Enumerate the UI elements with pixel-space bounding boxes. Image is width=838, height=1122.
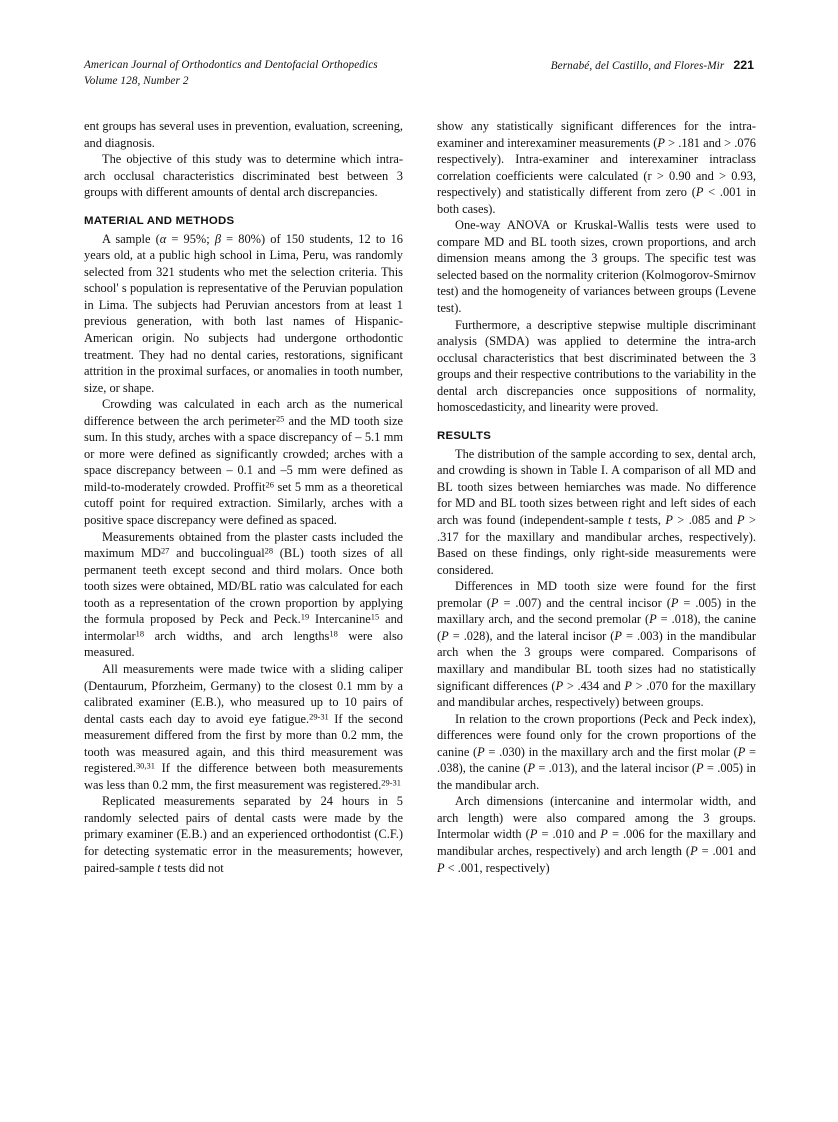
italic-p-value: P xyxy=(665,513,673,528)
text-run: = .028), and the lateral incisor ( xyxy=(448,628,615,643)
italic-p-value: P xyxy=(624,678,632,693)
citation-ref: 27 xyxy=(160,545,170,556)
text-run: and intermolar xyxy=(84,612,403,643)
running-head-journal xyxy=(84,58,378,89)
paragraph-smda: Furthermore, a descriptive stepwise multiple discriminant analysis (SMDA) was applied to determine the intra-arch occlusal characteristics that best discriminated between the 3 groups and their respective contributions to the variability in the dental arch discrepancies once suppositions of normality, homoscedasticity, and linearity were proved. xyxy=(437,317,756,415)
text-run: Differences in MD tooth size were found for the first premolar ( xyxy=(437,579,756,610)
section-heading-material-and-methods: MATERIAL AND METHODS xyxy=(84,214,235,227)
paragraph-objective: The objective of this study was to determine which intra-arch occlusal characteristics discriminated best between 3 groups with different amounts of dental arch discrepancies. xyxy=(84,152,403,200)
italic-p-value: P xyxy=(695,185,704,200)
italic-p-value: P xyxy=(529,827,538,842)
italic-p-value: P xyxy=(437,860,445,875)
text-run: = .010 and xyxy=(537,827,601,842)
text-run: < .001, respectively) xyxy=(444,860,550,875)
text-run: A sample ( xyxy=(102,231,160,246)
paragraph-replicated-measurements xyxy=(84,793,403,876)
text-run: > .181 and > .076 respectively). Intra-examiner and interexaminer intraclass correlation coefficients were calculated (r > 0.90 and > 0.93, respectively) and statistically different from zero ( xyxy=(437,135,756,200)
citation-ref: 30,31 xyxy=(135,760,155,771)
text-run: = .006 for the maxillary and mandibular arches, respectively) and arch length ( xyxy=(437,827,757,858)
citation-ref: 25 xyxy=(275,413,285,424)
citation-ref: 29-31 xyxy=(309,711,329,722)
text-run: Crowding was calculated in each arch as the numerical difference between the arch perimeter xyxy=(84,397,403,428)
text-run: = .003) in the mandibular arch when the 3 groups were compared. Comparisons of maxillary and mandibular BL tooth sizes had no statistically significant differences ( xyxy=(437,628,756,693)
text-run: Measurements obtained from the plaster casts included the maximum MD xyxy=(84,529,403,561)
text-run: set 5 mm as a theoretical cutoff point for required extraction. Similarly, arches with a positive space discrepancy were defined as spaced. xyxy=(84,479,403,528)
text-run: = .038), the canine ( xyxy=(437,744,756,776)
italic-t-statistic: t xyxy=(627,513,632,528)
text-run: If the second measurement differed from the first by more than 0.2 mm, the tooth was measured again, and this third measurement was registered. xyxy=(84,711,403,776)
text-run: = .013), and the lateral incisor ( xyxy=(535,761,697,776)
text-run: > .085 and xyxy=(672,513,738,528)
text-run: = .007) and the central incisor ( xyxy=(498,595,671,610)
italic-p-value: P xyxy=(441,628,449,643)
citation-ref: 28 xyxy=(264,545,274,556)
text-run: tests did not xyxy=(160,860,224,875)
paragraph-sample xyxy=(84,231,403,396)
italic-p-value: P xyxy=(737,744,746,759)
citation-ref: 19 xyxy=(300,611,310,622)
paragraph-md-tooth-size-differences xyxy=(437,578,756,710)
paragraph-continued: ent groups has several uses in prevention, evaluation, screening, and diagnosis. xyxy=(84,119,403,150)
paragraph-statistical-tests: One-way ANOVA or Kruskal-Wallis tests were used to compare MD and BL tooth sizes, crown proportions, and arch dimension means among the 3 groups. The specific test was selected based on the normality criterion (Kolmogorov-Smirnov test) and the homogeneity of variances between groups (Levene test). xyxy=(437,218,756,316)
text-run: and buccolingual xyxy=(169,546,265,561)
text-run: were also measured. xyxy=(84,628,403,660)
text-run: arch widths, and arch lengths xyxy=(144,628,330,643)
paragraph-crowding xyxy=(84,396,403,528)
running-head-right xyxy=(551,58,754,75)
italic-p-value: P xyxy=(670,595,679,610)
text-run: = 95%; xyxy=(166,231,215,246)
paragraph-caliper-protocol xyxy=(84,661,403,793)
italic-p-value: P xyxy=(737,513,745,528)
text-run: = .018), the canine ( xyxy=(437,612,756,643)
text-run: (BL) tooth sizes of all permanent teeth except second and third molars. Once both tooth sizes were obtained, MD/BL ratio was calculated for each tooth as a representation of the crown proportion by applying the formula proposed by Peck and Peck. xyxy=(84,546,403,627)
italic-p-value: P xyxy=(600,827,608,842)
text-run: show any statistically significant differences for the intra-examiner and interexaminer measurements ( xyxy=(437,119,756,150)
column-left xyxy=(84,118,403,876)
paragraph-reliability-continued xyxy=(437,118,756,217)
running-head-authors: Bernabé, del Castillo, and Flores-Mir xyxy=(550,60,725,72)
text-run: The distribution of the sample according to sex, dental arch, and crowding is shown in Table I. A comparison of all MD and BL tooth sizes between hemiarches was made. No difference for MD and BL tooth sizes between right and left sides of each arch was found (independent-sample xyxy=(437,446,756,528)
italic-p-value: P xyxy=(657,135,665,150)
journal-volume-issue: Volume 128, Number 2 xyxy=(84,74,189,87)
paragraph-sample-distribution xyxy=(437,446,756,578)
text-run: Intercanine xyxy=(309,612,371,627)
text-run: > .070 for the maxillary and mandibular arches, respectively) between groups. xyxy=(437,678,757,710)
paragraph-arch-dimensions xyxy=(437,793,756,876)
journal-title: American Journal of Orthodontics and Dentofacial Orthopedics xyxy=(84,59,378,71)
page-number: 221 xyxy=(733,58,754,72)
italic-p-value: P xyxy=(696,761,704,776)
citation-ref: 26 xyxy=(265,479,274,490)
text-run: and the MD tooth size sum. In this study, arches with a space discrepancy of – 5.1 mm or more were defined as significantly crowded; arches with a space discrepancy between – 0.1 and –5 mm were defined as mild-to-moderately crowded. Proffit xyxy=(84,413,404,494)
citation-ref: 18 xyxy=(135,628,145,639)
text-run: = .030) in the maxillary arch and the first molar ( xyxy=(484,744,738,759)
citation-ref: 18 xyxy=(329,628,338,639)
text-run: Arch dimensions (intercanine and intermolar width, and arch length) were also compared among the 3 groups. Intermolar width ( xyxy=(437,794,756,842)
text-run: = .001 and xyxy=(697,843,756,858)
paragraph-measurements-plaster-casts xyxy=(84,529,403,661)
italic-p-value: P xyxy=(649,612,657,627)
citation-ref: 29-31 xyxy=(381,777,401,788)
italic-p-value: P xyxy=(690,843,698,858)
text-run: tests, xyxy=(631,513,666,528)
text-run: In relation to the crown proportions (Peck and Peck index), differences were found only for the crown proportions of the canine ( xyxy=(437,711,756,759)
text-run: < .001 in both cases). xyxy=(437,185,756,216)
text-run: = 80%) of 150 students, 12 to 16 years old, at a public high school in Lima, Peru, was randomly selected from 321 students who met the selection criteria. This school' s population is representative of the Peruvian population in Lima. The subjects had Peruvian ancestors from at least 1 previous generation, with both last names of Hispanic-American origin. No subjects had undergone orthodontic treatment. They had no dental caries, restorations, significant attrition in the proximal surfaces, or anomalies in tooth number, size, or shape. xyxy=(84,231,403,395)
italic-t-statistic: t xyxy=(157,860,161,875)
paragraph-crown-proportions xyxy=(437,711,756,794)
text-run: If the difference between both measurements was less than 0.2 mm, the first measurement was registered. xyxy=(84,761,403,792)
text-run: = .005) in the maxillary arch, and the second premolar ( xyxy=(437,595,756,627)
greek-beta: β xyxy=(214,231,222,246)
section-heading-results: RESULTS xyxy=(437,429,492,442)
italic-p-value: P xyxy=(490,595,499,610)
column-right xyxy=(437,118,756,876)
text-run: > .434 and xyxy=(563,678,625,693)
greek-alpha: α xyxy=(159,231,167,246)
text-run: Replicated measurements separated by 24 hours in 5 randomly selected pairs of dental casts were made by the primary examiner (E.B.) and an experienced orthodontist (C.F.) for detecting systematic error in the measurements; however, paired-sample xyxy=(84,794,403,875)
text-run: > .317 for the maxillary and mandibular arches, respectively). Based on these findings, only right-side measurements were considered. xyxy=(437,513,757,577)
italic-p-value: P xyxy=(477,744,485,759)
text-run: = .005) in the mandibular arch. xyxy=(437,761,756,792)
italic-p-value: P xyxy=(527,761,536,776)
running-head xyxy=(84,58,754,89)
italic-p-value: P xyxy=(614,628,622,643)
citation-ref: 15 xyxy=(370,611,380,622)
text-run: All measurements were made twice with a sliding caliper (Dentaurum, Pforzheim, Germany) to the closest 0.1 mm by a calibrated examiner (E.B.), who measured up to 10 pairs of dental casts each day to avoid eye fatigue. xyxy=(84,661,403,726)
italic-p-value: P xyxy=(555,678,564,693)
